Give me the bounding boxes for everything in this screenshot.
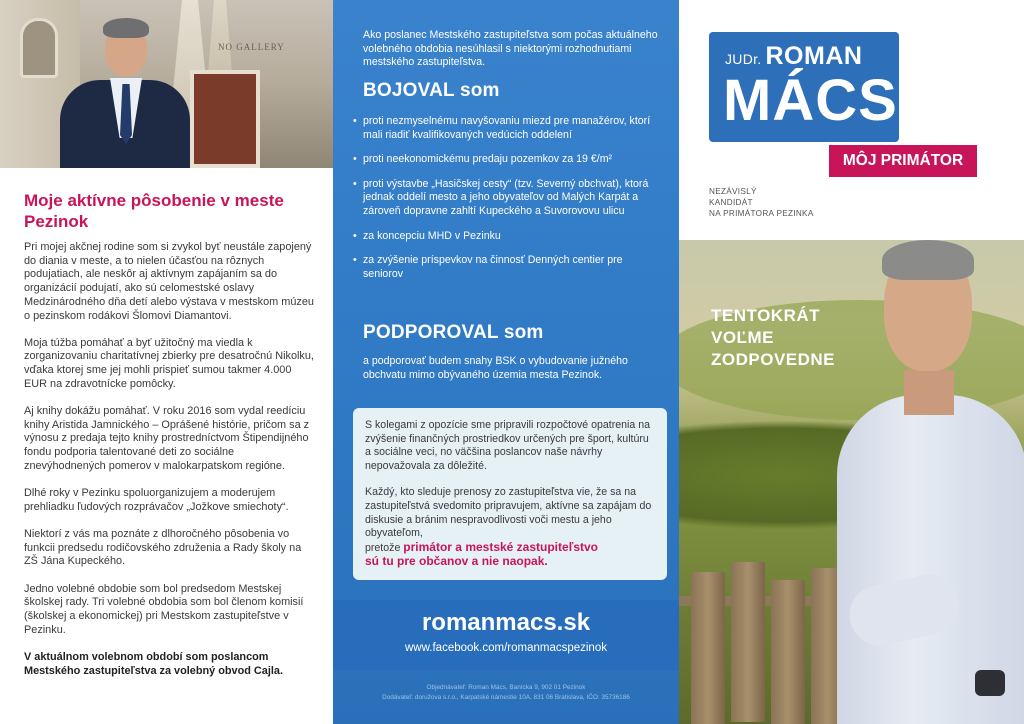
list-item: • za zvýšenie príspevkov na činnosť Denných centier pre seniorov — [353, 254, 663, 281]
campaign-slogan — [711, 305, 835, 371]
left-paragraph: Moja túžba pomáhať a byť užitočný ma viedla k zorganizovaniu charitatívnej zbierky pre desatročnú Nikolku, vďaka ktorej sme jej mohli prispieť sumou takmer 4.000 EUR na zdravotnícke pomôcky. — [24, 336, 314, 390]
role-badge: MÔJ PRIMÁTOR — [829, 145, 977, 177]
list-item: • proti výstavbe „Hasičskej cesty“ (tzv. Severný obchvat), ktorá jednak oddelí mesto a jeho obyvateľov od Malých Karpát a zároveň dopravne zahltí Kupeckého a Suvorovovu ulicu — [353, 178, 663, 219]
photo-candidate-figure — [60, 10, 190, 168]
left-body-text — [24, 241, 316, 692]
middle-intro: Ako poslanec Mestského zastupiteľstva som počas aktuálneho volebného obdobia nesúhlasil s niektorými rozhodnutiami mestského zastupiteľstva. — [363, 29, 658, 69]
left-paragraph: Aj knihy dokážu pomáhať. V roku 2016 som vydal reedíciu knihy Aristida Jamnického – Oprášené histórie, pričom sa z výnosu z predaja tejto knihy prostredníctvom Štipendijného fondu podporia talentované deti zo sociálne znevýhodnených pomerov v malokarpatskom regióne. — [24, 405, 310, 472]
figure-neck — [904, 370, 954, 415]
left-paragraph: Niektorí z vás ma poznáte z dlhoročného pôsobenia vo funkcii predsedu rodičovského združenia a Rady školy na ZŠ Jána Kupeckého. — [24, 527, 302, 568]
photo-fence-post — [771, 580, 805, 724]
box-paragraph: S kolegami z opozície sme pripravili rozpočtové opatrenia na zvýšenie finančných prostriedkov určených pre šport, kultúru a sociálne veci, no väčšina poslancov naše návrhy nepovažovala za dôležité. — [365, 419, 650, 472]
box-paragraph — [365, 486, 655, 570]
imprint-footer — [333, 683, 679, 703]
title-prefix: JUDr. — [725, 51, 762, 67]
photo-door — [190, 70, 260, 168]
tagline-line: KANDIDÁT — [709, 198, 753, 207]
slogan-line: TENTOKRÁT — [711, 306, 821, 325]
opposition-info-box — [353, 408, 667, 580]
facebook-link[interactable]: www.facebook.com/romanmacspezinok — [405, 642, 607, 654]
left-panel — [0, 0, 333, 724]
candidate-tagline — [709, 186, 814, 219]
list-item: • proti neekonomickému predaju pozemkov za 19 €/m² — [353, 153, 663, 167]
website-link[interactable]: romanmacs.sk — [421, 609, 591, 636]
photo-wall-niche — [20, 18, 58, 78]
slogan-line: ZODPOVEDNE — [711, 350, 836, 369]
photo-fence-post — [731, 562, 765, 722]
box-text-pre: pretože — [365, 541, 401, 554]
middle-panel — [333, 0, 679, 724]
left-heading: Moje aktívne pôsobenie v meste Pezinok — [24, 191, 284, 231]
photo-sign: NO GALLERY — [218, 42, 285, 52]
figure-hair — [882, 240, 974, 280]
left-paragraph: Pri mojej akčnej rodine som si zvykol byť neustále zapojený do diania v meste, a to nielen účasťou na rôznych podujatiach, ale neskôr aj aktívnym zapájaním sa do organizácií podujatí, ako sú celomestské oslavy Medzinárodného dňa detí alebo výstava v mestskom múzeu o pezinskom rodákovi Šlomovi Diamantovi. — [24, 241, 314, 322]
last-name: MÁCS — [723, 68, 898, 133]
first-name: ROMAN — [765, 42, 863, 70]
left-paragraph: Dlhé roky v Pezinku spoluorganizujem a moderujem prehliadku ľudových rozprávačov „Jožkove smiechoty“. — [24, 487, 289, 513]
footer-line: Dodávateľ: doružova s.r.o., Karpatské námestie 10A, 831 06 Bratislava, IČO: 35736186 — [382, 694, 630, 701]
heading-fought: BOJOVAL som — [363, 80, 500, 101]
left-closing: V aktuálnom volebnom období som poslancom Mestského zastupiteľstva za volebný obvod Cajla. — [24, 650, 283, 677]
figure-hair — [103, 18, 149, 38]
figure-watch — [975, 670, 1005, 696]
list-item: • proti nezmyselnému navyšovaniu miezd pre manažérov, ktorí mali riadiť kvalifikovaných vedúcich oddelení — [353, 115, 663, 142]
right-panel — [679, 0, 1024, 724]
supported-text: a podporovať budem snahy BSK o vybudovanie južného obchvatu mimo obývaného územia mesta Pezinok. — [363, 355, 628, 381]
fought-list — [353, 115, 663, 292]
tagline-line: NEZÁVISLÝ — [709, 187, 757, 196]
left-paragraph: Jedno volebné obdobie som bol predsedom Mestskej školskej rady. Tri volebné obdobia som bol členom komisií (školskej a ekonomickej) pri Mestskom zastupiteľstve v Pezinku. — [24, 582, 304, 636]
list-item: • za koncepciu MHD v Pezinku — [353, 230, 663, 244]
tagline-line: NA PRIMÁTORA PEZINKA — [709, 209, 814, 218]
slogan-line: VOĽME — [711, 328, 774, 347]
candidate-name-line — [725, 42, 862, 71]
heading-supported: PODPOROVAL som — [363, 322, 544, 343]
box-highlight: primátor a mestské zastupiteľstvo — [403, 539, 598, 554]
box-highlight: sú tu pre občanov a nie naopak. — [365, 554, 548, 569]
candidate-photo-town — [0, 0, 333, 168]
photo-fence-post — [691, 572, 725, 724]
box-text: Každý, kto sleduje prenosy zo zastupiteľstva vie, že sa na zastupiteľstvá svedomito pripravujem, aktívne sa zapájam do diskusie a bránim nespravodlivosti voči mestu a jeho obyvateľom, — [365, 486, 652, 540]
footer-line: Objednávateľ: Roman Mács, Banícka 9, 902 01 Pezinok — [426, 684, 586, 691]
